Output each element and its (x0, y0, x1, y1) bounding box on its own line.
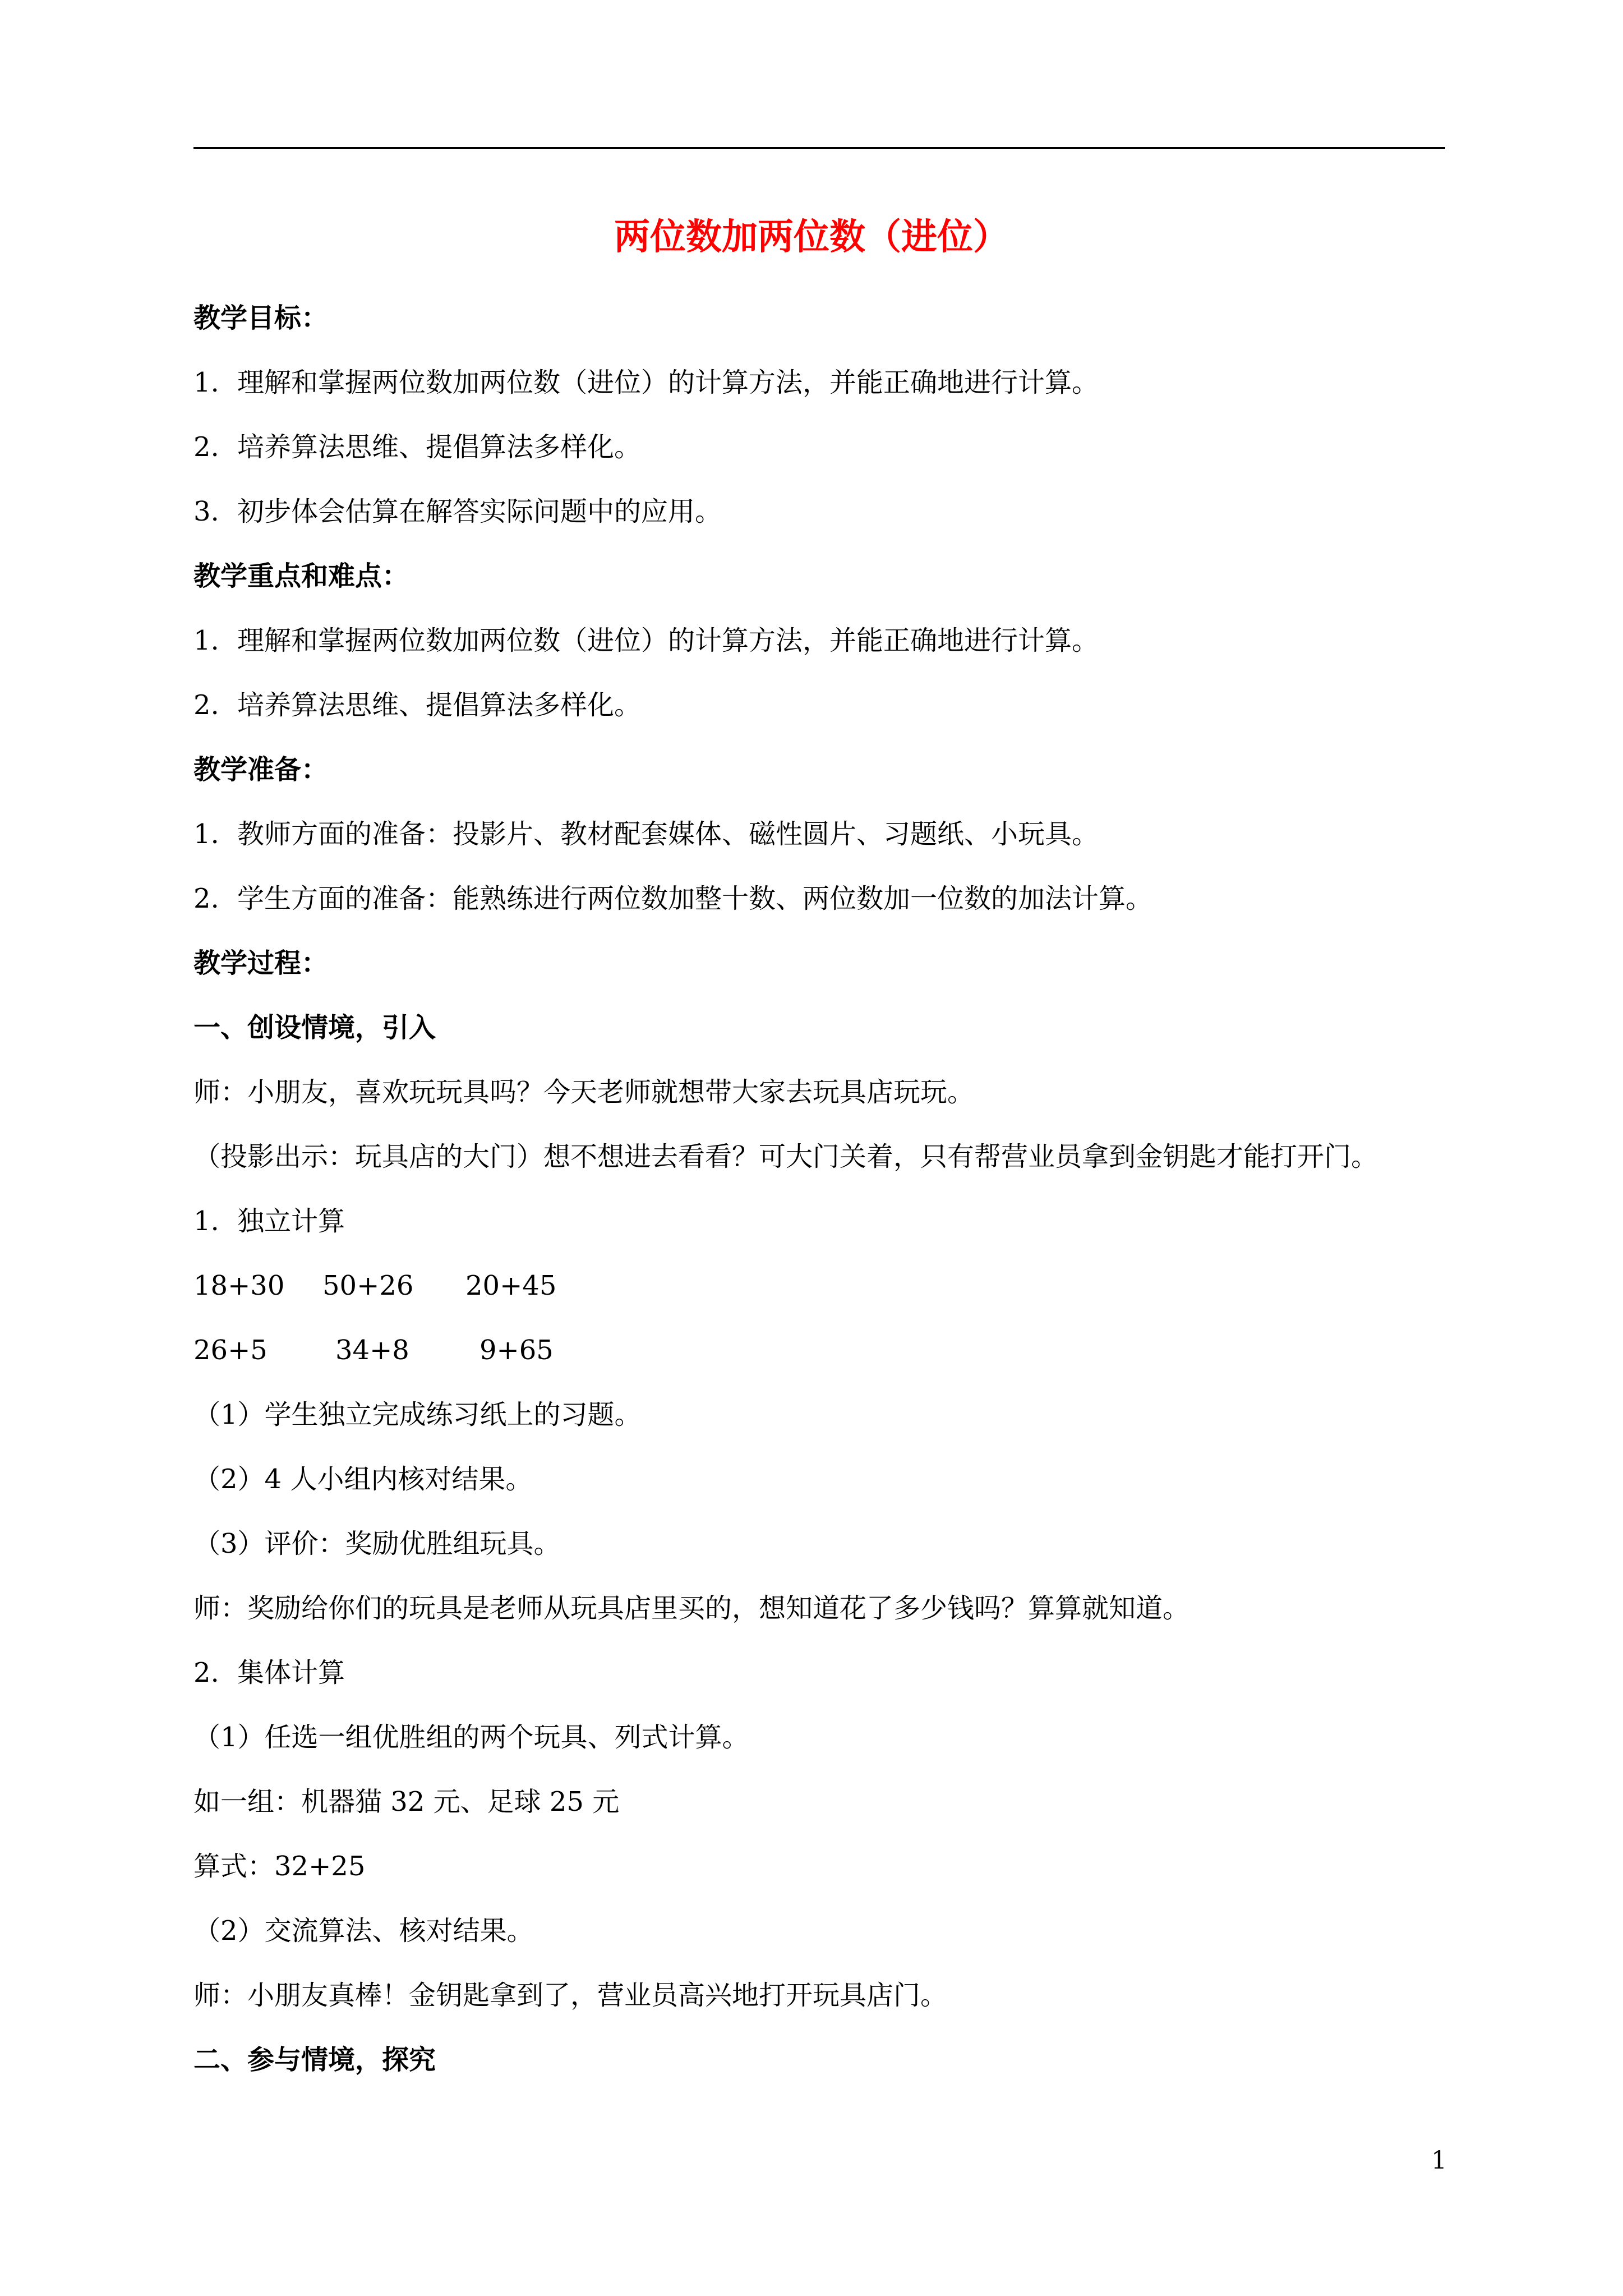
item-text: 独立计算 (237, 1205, 345, 1237)
section-heading-process: 教学过程： (193, 947, 329, 979)
exercise-expression: 26+5 (193, 1335, 268, 1366)
item-number: 3. (193, 496, 219, 527)
item-text: 理解和掌握两位数加两位数（进位）的计算方法，并能正确地进行计算。 (237, 367, 1099, 398)
paragraph-teacher-2: 师：奖励给你们的玩具是老师从玩具店里买的，想知道花了多少钱吗？算算就知道。 (193, 1593, 1190, 1624)
item-text: 培养算法思维、提倡算法多样化。 (237, 431, 642, 463)
list-item (193, 867, 1450, 931)
item-number: 2. (193, 1657, 219, 1688)
item-number: 1. (193, 818, 219, 850)
item-text: 初步体会估算在解答实际问题中的应用。 (237, 496, 722, 527)
item-number: 1. (193, 625, 219, 656)
step-heading (193, 1641, 1450, 1705)
section-heading-prep: 教学准备： (193, 754, 329, 785)
exercise-expression: 20+45 (465, 1270, 557, 1301)
paragraph-teacher-3: 师：小朋友真棒！金钥匙拿到了，营业员高兴地打开玩具店门。 (193, 1980, 948, 2011)
step-heading (193, 1189, 1450, 1254)
paragraph-example: 如一组：机器猫 32 元、足球 25 元 (193, 1786, 620, 1818)
list-item (193, 609, 1450, 673)
sub-step: （1）学生独立完成练习纸上的习题。 (193, 1399, 642, 1430)
paragraph-formula: 算式：32+25 (193, 1851, 366, 1882)
item-text: 教师方面的准备：投影片、教材配套媒体、磁性圆片、习题纸、小玩具。 (237, 818, 1099, 850)
item-text: 学生方面的准备：能熟练进行两位数加整十数、两位数加一位数的加法计算。 (237, 883, 1153, 914)
item-number: 2. (193, 883, 219, 914)
item-number: 1. (193, 367, 219, 398)
exercise-expression: 9+65 (479, 1335, 554, 1366)
exercise-expression: 50+26 (322, 1270, 414, 1301)
exercise-expression: 18+30 (193, 1270, 285, 1301)
section-heading-goals: 教学目标： (193, 302, 329, 334)
exercise-row (193, 1254, 1450, 1318)
subsection-heading-part1: 一、创设情境，引入 (193, 1012, 436, 1043)
page-title: 两位数加两位数（进位） (614, 216, 1009, 258)
document-body (193, 286, 1450, 2092)
list-item (193, 480, 1450, 544)
list-item (193, 415, 1450, 480)
sub-step: （1）任选一组优胜组的两个玩具、列式计算。 (193, 1722, 749, 1753)
subsection-heading-part2: 二、参与情境，探究 (193, 2044, 436, 2076)
list-item (193, 802, 1450, 867)
paragraph-projection: （投影出示：玩具店的大门）想不想进去看看？可大门关着，只有帮营业员拿到金钥匙才能打开门。 (193, 1141, 1378, 1172)
sub-step: （2）交流算法、核对结果。 (193, 1915, 534, 1947)
sub-step: （3）评价：奖励优胜组玩具。 (193, 1528, 561, 1559)
paragraph-teacher-1: 师：小朋友，喜欢玩玩具吗？今天老师就想带大家去玩具店玩玩。 (193, 1076, 975, 1108)
item-number: 1. (193, 1205, 219, 1237)
item-text: 理解和掌握两位数加两位数（进位）的计算方法，并能正确地进行计算。 (237, 625, 1099, 656)
section-heading-focus: 教学重点和难点： (193, 560, 409, 592)
page-number: 1 (1431, 2146, 1447, 2175)
exercise-expression: 34+8 (335, 1335, 409, 1366)
list-item (193, 351, 1450, 415)
exercise-row (193, 1318, 1450, 1383)
item-number: 2. (193, 431, 219, 463)
list-item (193, 673, 1450, 738)
header-rule (193, 147, 1445, 149)
item-number: 2. (193, 689, 219, 721)
sub-step: （2）4 人小组内核对结果。 (193, 1464, 533, 1495)
item-text: 培养算法思维、提倡算法多样化。 (237, 689, 642, 721)
item-text: 集体计算 (237, 1657, 345, 1688)
